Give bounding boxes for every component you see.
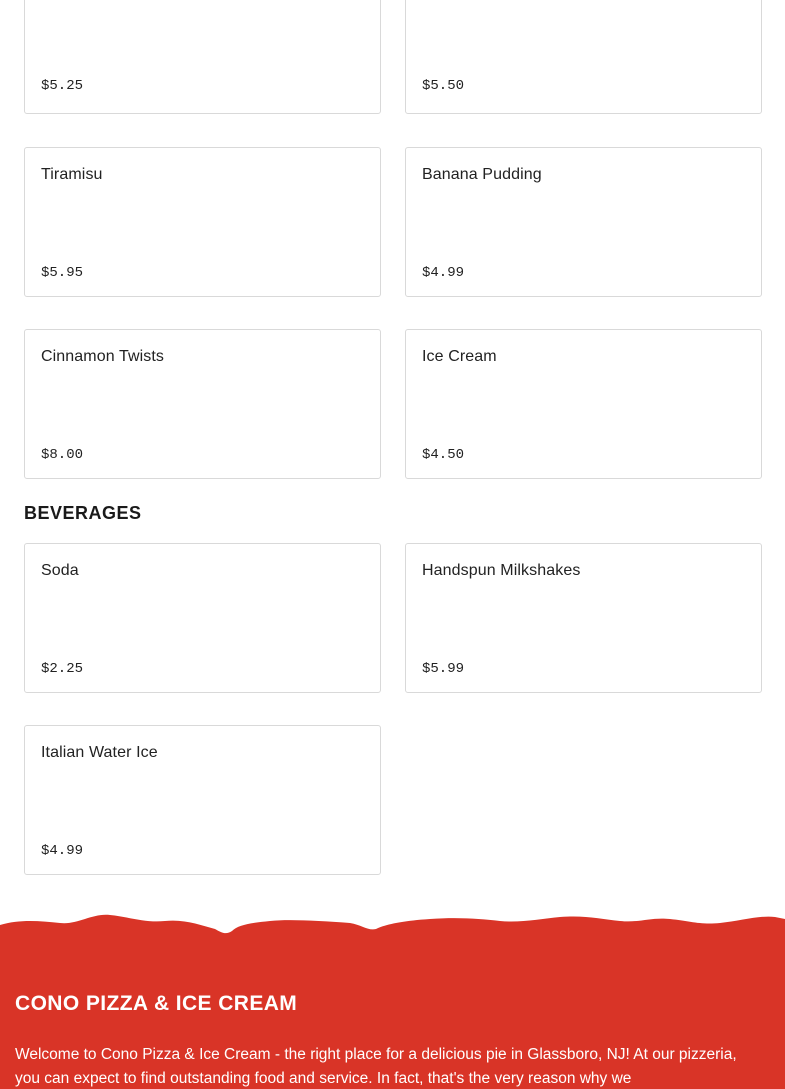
menu-item-card[interactable]: [405, 543, 762, 693]
footer-description: Welcome to Cono Pizza & Ice Cream - the right place for a delicious pie in Glassboro, NJ! At our pizzeria, you can expect to find outstanding food and service. In fact, that's the very reason why we: [15, 1046, 737, 1087]
menu-item-card[interactable]: [24, 0, 381, 114]
menu-item-price: $4.99: [422, 265, 465, 281]
menu-item-card[interactable]: [405, 0, 762, 114]
menu-item-name: Italian Water Ice: [41, 744, 158, 761]
menu-item-name: Tiramisu: [41, 166, 103, 183]
menu-item-card[interactable]: [405, 147, 762, 297]
menu-item-name: Ice Cream: [422, 348, 497, 365]
menu-item-card[interactable]: [24, 147, 381, 297]
menu-item-price: $5.95: [41, 265, 84, 281]
menu-item-card[interactable]: [24, 725, 381, 875]
menu-item-name: Banana Pudding: [422, 166, 542, 183]
menu-item-name: Soda: [41, 562, 79, 579]
menu-item-card[interactable]: [24, 543, 381, 693]
menu-item-price: $4.99: [41, 843, 84, 859]
menu-item-price: $4.50: [422, 447, 465, 463]
menu-item-price: $2.25: [41, 661, 84, 677]
menu-item-price: $5.50: [422, 78, 465, 94]
menu-item-price: $8.00: [41, 447, 84, 463]
menu-item-name: Handspun Milkshakes: [422, 562, 581, 579]
site-footer: [0, 905, 785, 1089]
footer-title: CONO PIZZA & ICE CREAM: [15, 992, 298, 1015]
menu-item-price: $5.99: [422, 661, 465, 677]
menu-item-name: Cinnamon Twists: [41, 348, 165, 365]
section-heading-beverages: BEVERAGES: [24, 503, 142, 523]
menu-item-card[interactable]: [405, 329, 762, 479]
menu-item-price: $5.25: [41, 78, 84, 94]
menu-item-card[interactable]: [24, 329, 381, 479]
